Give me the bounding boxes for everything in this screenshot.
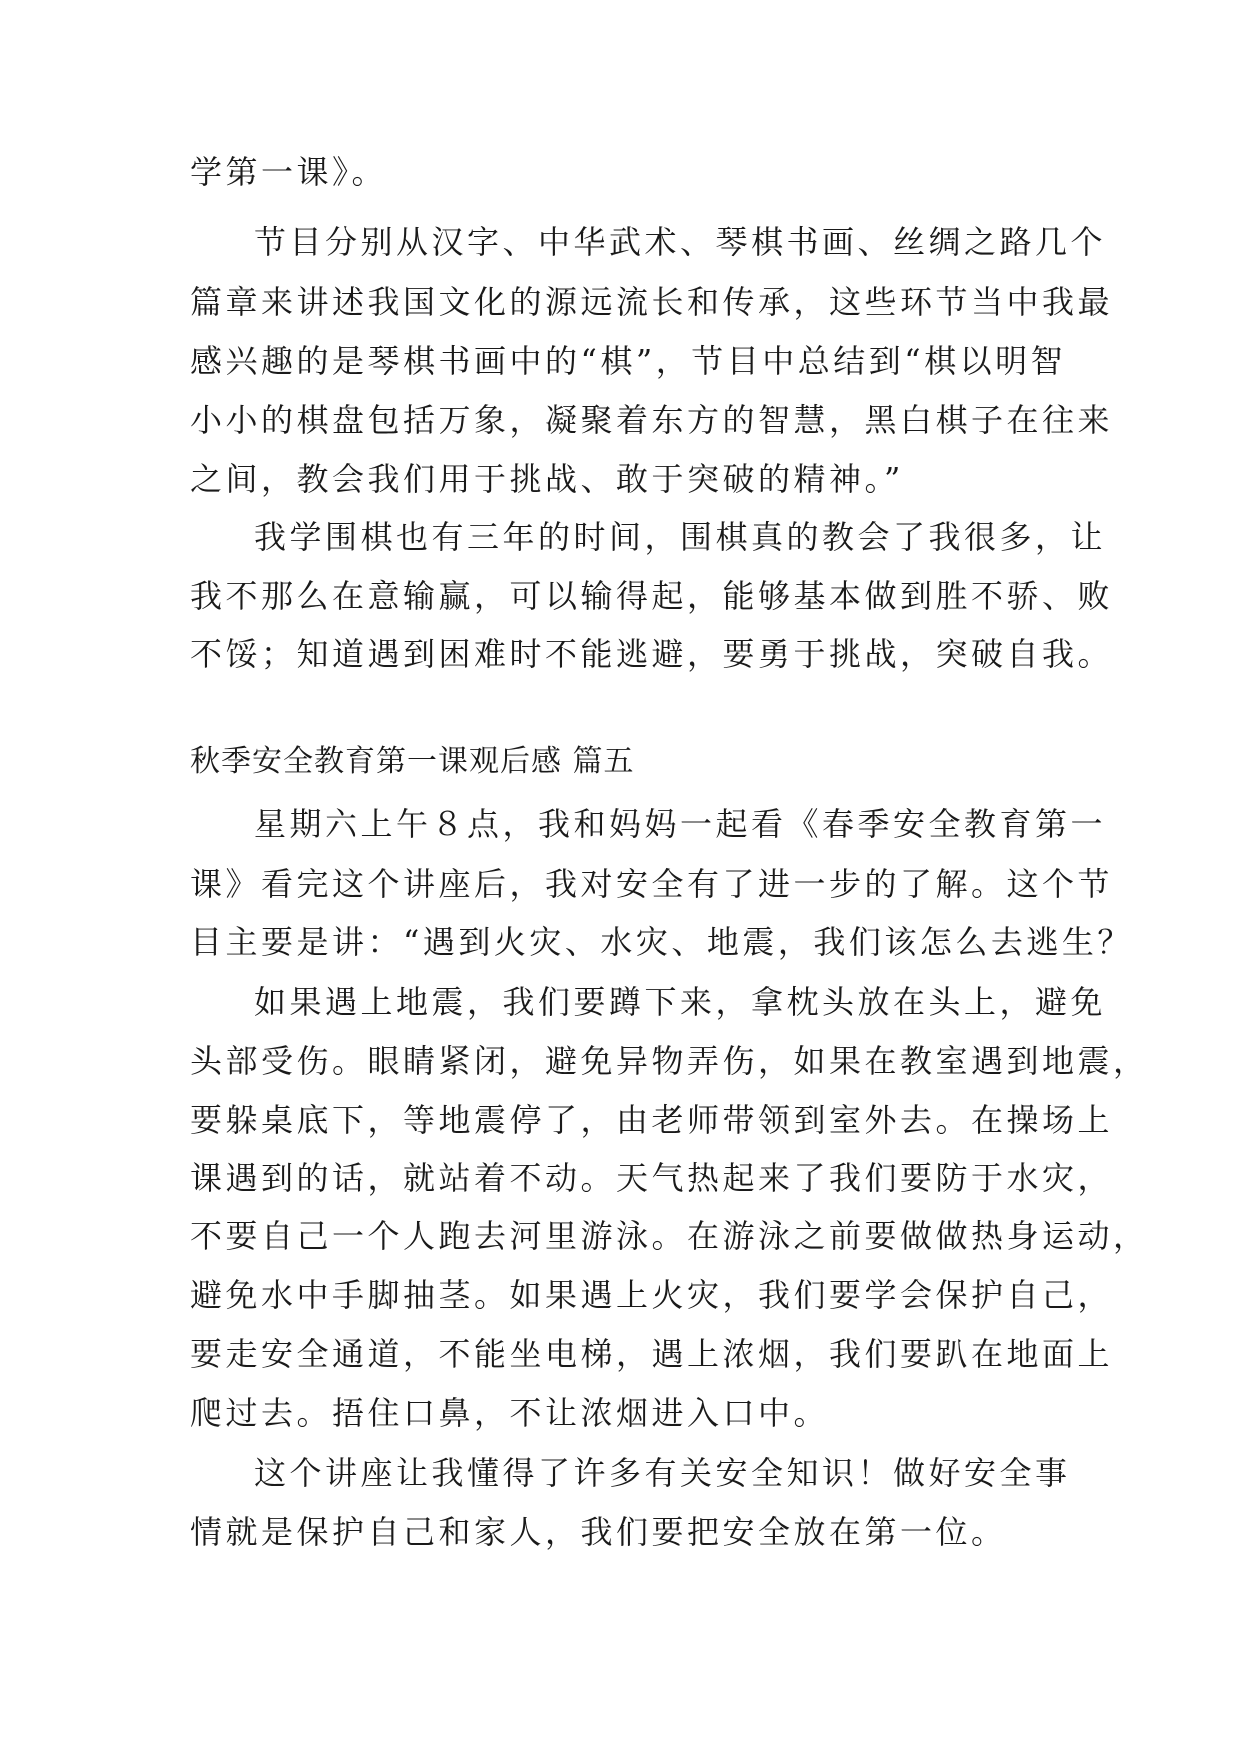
paragraph-line: 不要自己一个人跑去河里游泳。在游泳之前要做做热身运动， (190, 1217, 1149, 1255)
paragraph-line: 之间，教会我们用于挑战、敢于突破的精神。” (190, 460, 904, 498)
paragraph-line: 爬过去。捂住口鼻，不让浓烟进入口中。 (190, 1394, 830, 1432)
paragraph-line: 我学围棋也有三年的时间，围棋真的教会了我很多，让 (254, 518, 1107, 556)
paragraph-line: 目主要是讲：“遇到火灾、水灾、地震，我们该怎么去逃生？ (190, 923, 1133, 961)
paragraph-line: 我不那么在意输赢，可以输得起，能够基本做到胜不骄、败 (190, 577, 1114, 615)
paragraph-line: 感兴趣的是琴棋书画中的“棋”，节目中总结到“棋以明智 (190, 342, 1067, 380)
paragraph-line: 避免水中手脚抽茎。如果遇上火灾，我们要学会保护自己， (190, 1276, 1114, 1314)
paragraph-line: 课遇到的话，就站着不动。天气热起来了我们要防于水灾， (190, 1159, 1114, 1197)
paragraph-line: 学第一课》。 (190, 153, 388, 191)
paragraph-line: 要躲桌底下，等地震停了，由老师带领到室外去。在操场上 (190, 1101, 1114, 1139)
paragraph-line: 头部受伤。眼睛紧闭，避免异物弄伤，如果在教室遇到地震， (190, 1042, 1149, 1080)
paragraph-line: 情就是保护自己和家人，我们要把安全放在第一位。 (190, 1513, 1007, 1551)
paragraph-line: 星期六上午８点，我和妈妈一起看《春季安全教育第一 (254, 805, 1107, 843)
paragraph-line: 课》看完这个讲座后，我对安全有了进一步的了解。这个节 (190, 865, 1114, 903)
paragraph-line: 要走安全通道，不能坐电梯，遇上浓烟，我们要趴在地面上 (190, 1335, 1114, 1373)
paragraph-line: 节目分别从汉字、中华武术、琴棋书画、丝绸之路几个 (254, 223, 1107, 261)
paragraph-line: 这个讲座让我懂得了许多有关安全知识！做好安全事 (254, 1454, 1071, 1492)
paragraph-line: 不馁；知道遇到困难时不能逃避，要勇于挑战，突破自我。 (190, 635, 1114, 673)
paragraph-line: 小小的棋盘包括万象，凝聚着东方的智慧，黑白棋子在往来 (190, 401, 1114, 439)
paragraph-line: 篇章来讲述我国文化的源远流长和传承，这些环节当中我最 (190, 283, 1114, 321)
section-heading: 秋季安全教育第一课观后感 篇五 (190, 744, 635, 779)
paragraph-line: 如果遇上地震，我们要蹲下来，拿枕头放在头上，避免 (254, 983, 1107, 1021)
